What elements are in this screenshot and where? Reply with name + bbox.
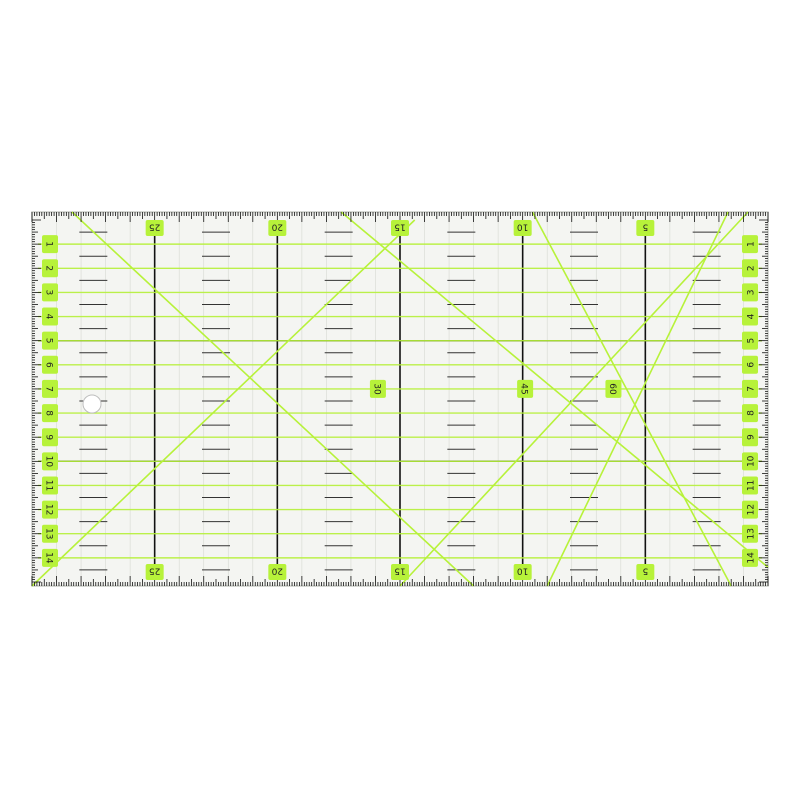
top-edge-number-text: 15 [394, 221, 406, 232]
bottom-edge-number [514, 564, 532, 580]
right-edge-number [742, 332, 758, 350]
bottom-edge-number [391, 564, 409, 580]
top-edge-number [636, 220, 654, 236]
left-edge-number [42, 549, 58, 567]
top-edge-number-text: 5 [642, 221, 649, 232]
left-edge-number [42, 259, 58, 277]
right-edge-number-text: 8 [746, 410, 757, 416]
bottom-edge-number-text: 15 [394, 565, 406, 576]
left-edge-number-text: 5 [43, 337, 54, 344]
right-edge-number-text: 12 [746, 503, 757, 516]
top-edge-number-text: 20 [271, 221, 284, 232]
right-edge-number-text: 14 [746, 552, 757, 564]
left-edge-number [42, 283, 58, 301]
left-edge-number-text: 4 [43, 313, 54, 320]
right-edge-number [742, 428, 758, 446]
right-edge-number-text: 13 [746, 528, 757, 540]
right-edge-number [742, 308, 758, 326]
right-edge-number [742, 549, 758, 567]
top-edge-number [391, 220, 409, 236]
right-edge-number-text: 3 [746, 289, 757, 296]
bottom-edge-number-text: 20 [271, 565, 284, 576]
right-edge-number-text: 9 [746, 434, 757, 441]
left-edge-number-text: 13 [43, 528, 54, 540]
right-edge-number [742, 525, 758, 543]
bottom-edge-number [146, 564, 164, 580]
right-edge-number [742, 356, 758, 374]
left-edge-number-text: 11 [43, 479, 54, 492]
bottom-edge-number-text: 5 [642, 565, 649, 576]
left-edge-number-text: 12 [43, 503, 54, 516]
right-edge-number [742, 452, 758, 470]
top-edge-number-text: 10 [516, 221, 529, 232]
left-edge-number-text: 1 [43, 241, 54, 248]
left-edge-number-text: 7 [43, 386, 54, 392]
angle-label [370, 380, 386, 398]
top-edge-number-text: 25 [148, 221, 161, 232]
left-edge-number [42, 501, 58, 519]
right-edge-number-text: 5 [746, 337, 757, 344]
right-edge-number [742, 235, 758, 253]
top-edge-number [514, 220, 532, 236]
left-edge-number [42, 356, 58, 374]
angle-label-text: 60 [606, 383, 617, 395]
left-edge-number-text: 8 [43, 410, 54, 416]
left-edge-number-text: 9 [43, 434, 54, 441]
right-edge-number-text: 7 [746, 386, 757, 392]
bottom-edge-number-text: 10 [516, 565, 529, 576]
left-edge-number [42, 380, 58, 398]
left-edge-number-text: 10 [43, 455, 54, 468]
right-edge-number [742, 501, 758, 519]
left-edge-number [42, 235, 58, 253]
hole [83, 395, 101, 413]
right-edge-number [742, 404, 758, 422]
left-edge-number [42, 428, 58, 446]
right-edge-number-text: 2 [746, 265, 757, 272]
angle-label [605, 380, 621, 398]
right-edge-number [742, 380, 758, 398]
left-edge-number [42, 452, 58, 470]
angle-label [517, 380, 533, 398]
angle-label-text: 30 [371, 383, 382, 395]
right-edge-number-text: 1 [746, 241, 757, 248]
left-edge-number-text: 2 [43, 265, 54, 272]
hanging-hole [83, 395, 101, 413]
left-edge-number-text: 14 [43, 552, 54, 564]
left-edge-number-text: 6 [43, 361, 54, 368]
bottom-edge-number [636, 564, 654, 580]
right-edge-number [742, 283, 758, 301]
right-edge-number [742, 259, 758, 277]
left-edge-number [42, 525, 58, 543]
right-edge-number-text: 4 [746, 313, 757, 320]
right-edge-number-text: 10 [746, 455, 757, 468]
left-edge-number [42, 308, 58, 326]
bottom-edge-number [268, 564, 286, 580]
bottom-edge-number-text: 25 [148, 565, 161, 576]
left-edge-number [42, 476, 58, 494]
left-edge-number [42, 404, 58, 422]
right-edge-number-text: 11 [746, 479, 757, 492]
angle-label-text: 45 [518, 383, 529, 395]
left-edge-number-text: 3 [43, 289, 54, 296]
left-edge-number [42, 332, 58, 350]
top-edge-number [146, 220, 164, 236]
right-edge-number [742, 476, 758, 494]
top-edge-number [268, 220, 286, 236]
right-edge-number-text: 6 [746, 361, 757, 368]
